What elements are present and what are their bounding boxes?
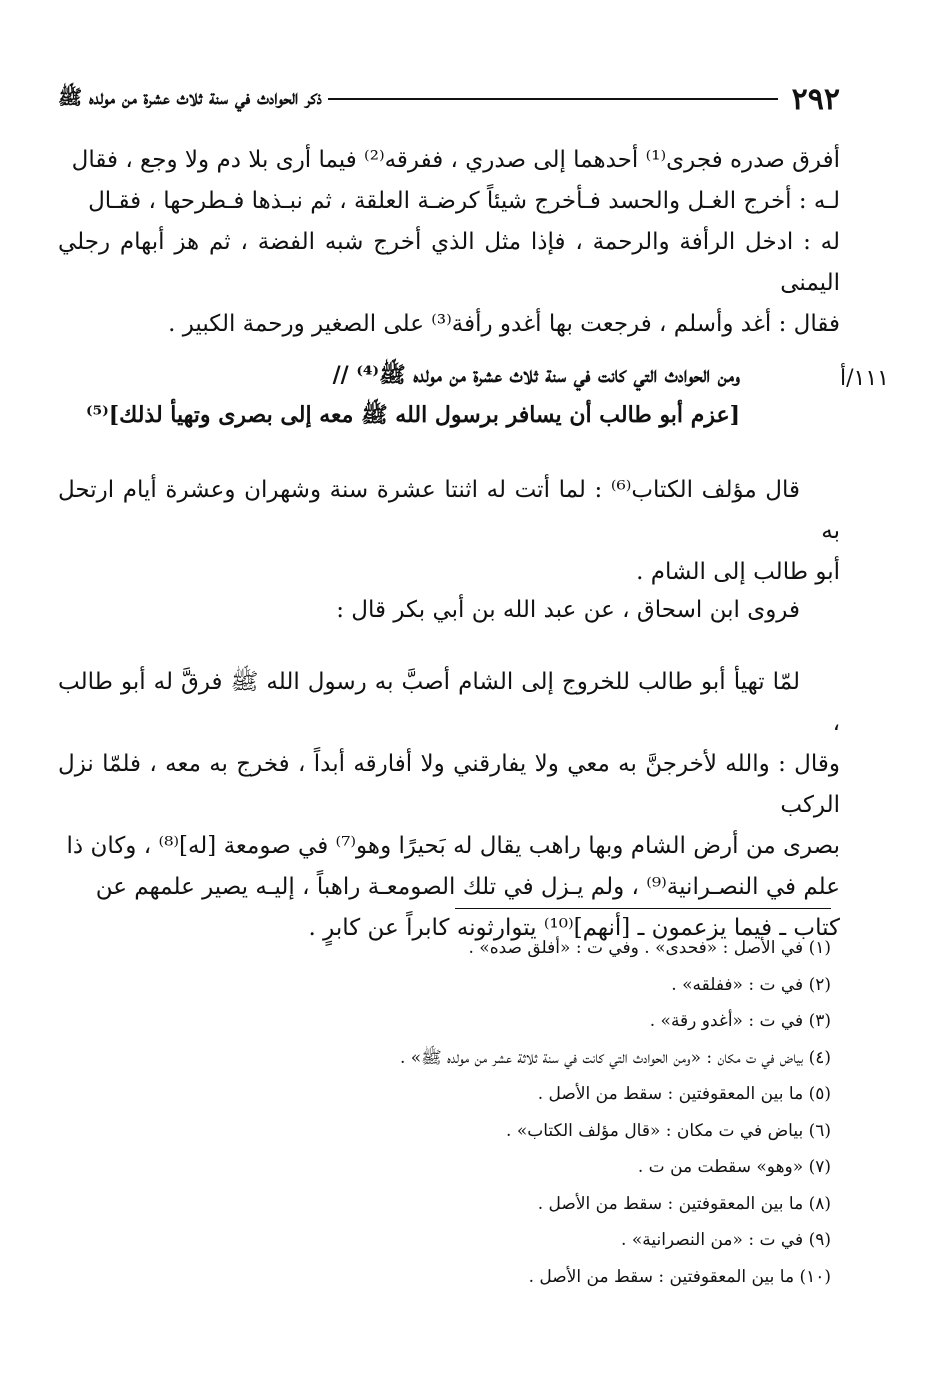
footnote-separator	[455, 908, 831, 909]
footnote: (٨) ما بين المعقوفتين : سقط من الأصل .	[537, 1193, 831, 1214]
text-line: لـه : أخرج الغـل والحسد فـأخرج شيئاً كرضـة العلقة ، ثم نبـذها فـطرحها ، فقـال	[88, 188, 840, 214]
footnote: (٢) في ت : «ففلقه» .	[671, 974, 831, 995]
footnote: (٦) بياض في ت مكان : «قال مؤلف الكتاب» .	[506, 1120, 831, 1141]
author-paragraph	[58, 470, 840, 593]
page-number: ٢٩٢	[791, 81, 840, 117]
manuscript-folio-mark: ١١١/أ	[840, 366, 889, 391]
footnote: (١٠) ما بين المعقوفتين : سقط من الأصل .	[528, 1266, 831, 1287]
footnotes	[111, 930, 831, 1295]
text-line: بصرى من أرض الشام وبها راهب يقال له بَحيرًا وهو⁽⁷⁾ في صومعة [له]⁽⁸⁾ ، وكان ذا	[66, 833, 840, 859]
section-heading	[85, 355, 740, 435]
narration-paragraph	[58, 662, 840, 949]
footnote: (٤) بياض في ت مكان : «ومن الحوادث التي كانت في سنة ثلاثة عشر من مولده ﷺ» .	[399, 1047, 831, 1068]
heading-line: ومن الحوادث التي كانت في سنة ثلاث عشرة من مولده ﷺ⁽⁴⁾ //	[332, 362, 740, 388]
text-line: فروى ابن اسحاق ، عن عبد الله بن أبي بكر قال :	[336, 597, 800, 623]
opening-paragraph	[58, 140, 840, 345]
footnote: (٧) «وهو» سقطت من ت .	[637, 1157, 831, 1177]
footnote: (٩) في ت : «من النصرانية» .	[621, 1230, 831, 1250]
text-line: أفرق صدره فجرى⁽¹⁾ أحدهما إلى صدري ، ففرقه⁽²⁾ فيما أرى بلا دم ولا وجع ، فقال	[71, 147, 840, 173]
running-title: ذكر الحوادث في سنة ثلاث عشرة من مولده ﷺ	[58, 84, 322, 109]
text-line: أبو طالب إلى الشام .	[636, 559, 840, 585]
text-line: لمّا تهيأ أبو طالب للخروج إلى الشام أصبَّ به رسول الله ﷺ فرقَّ له أبو طالب ،	[58, 669, 840, 736]
isnad-paragraph	[58, 590, 840, 631]
footnote: (٣) في ت : «أغدو رقة» .	[649, 1011, 831, 1031]
header-rule	[328, 98, 778, 100]
text-line: فقال : أغد وأسلم ، فرجعت بها أغدو رأفة⁽³⁾ على الصغير ورحمة الكبير .	[168, 311, 840, 337]
text-line: علم في النصـرانية⁽⁹⁾ ، ولم يـزل في تلك الصومعـة راهباً ، إليـه يصير علمهم عن	[95, 874, 840, 900]
text-line: له : ادخل الرأفة والرحمة ، فإذا مثل الذي أخرج شبه الفضة ، ثم هز أبهام رجلي اليمنى	[58, 229, 840, 296]
text-line: كتاب ـ فيما يزعمون ـ [أنهم]⁽¹⁰⁾ يتوارثونه كابراً عن كابرٍ .	[308, 915, 840, 941]
footnote: (١) في الأصل : «فحدى» . وفي ت : «أفلق صده» .	[468, 938, 831, 958]
footnote: (٥) ما بين المعقوفتين : سقط من الأصل .	[537, 1084, 831, 1104]
running-header	[58, 81, 840, 117]
text-line: قال مؤلف الكتاب⁽⁶⁾ : لما أتت له اثنتا عشرة سنة وشهران وعشرة أيام ارتحل به	[58, 477, 840, 544]
heading-line: [عزم أبو طالب أن يسافر برسول الله ﷺ معه إلى بصرى وتهيأ لذلك]⁽⁵⁾	[85, 402, 740, 428]
text-line: وقال : والله لأخرجنَّ به معي ولا يفارقني ولا أفارقه أبداً ، فخرج به معه ، فلمّا نزل الركب	[58, 751, 840, 818]
